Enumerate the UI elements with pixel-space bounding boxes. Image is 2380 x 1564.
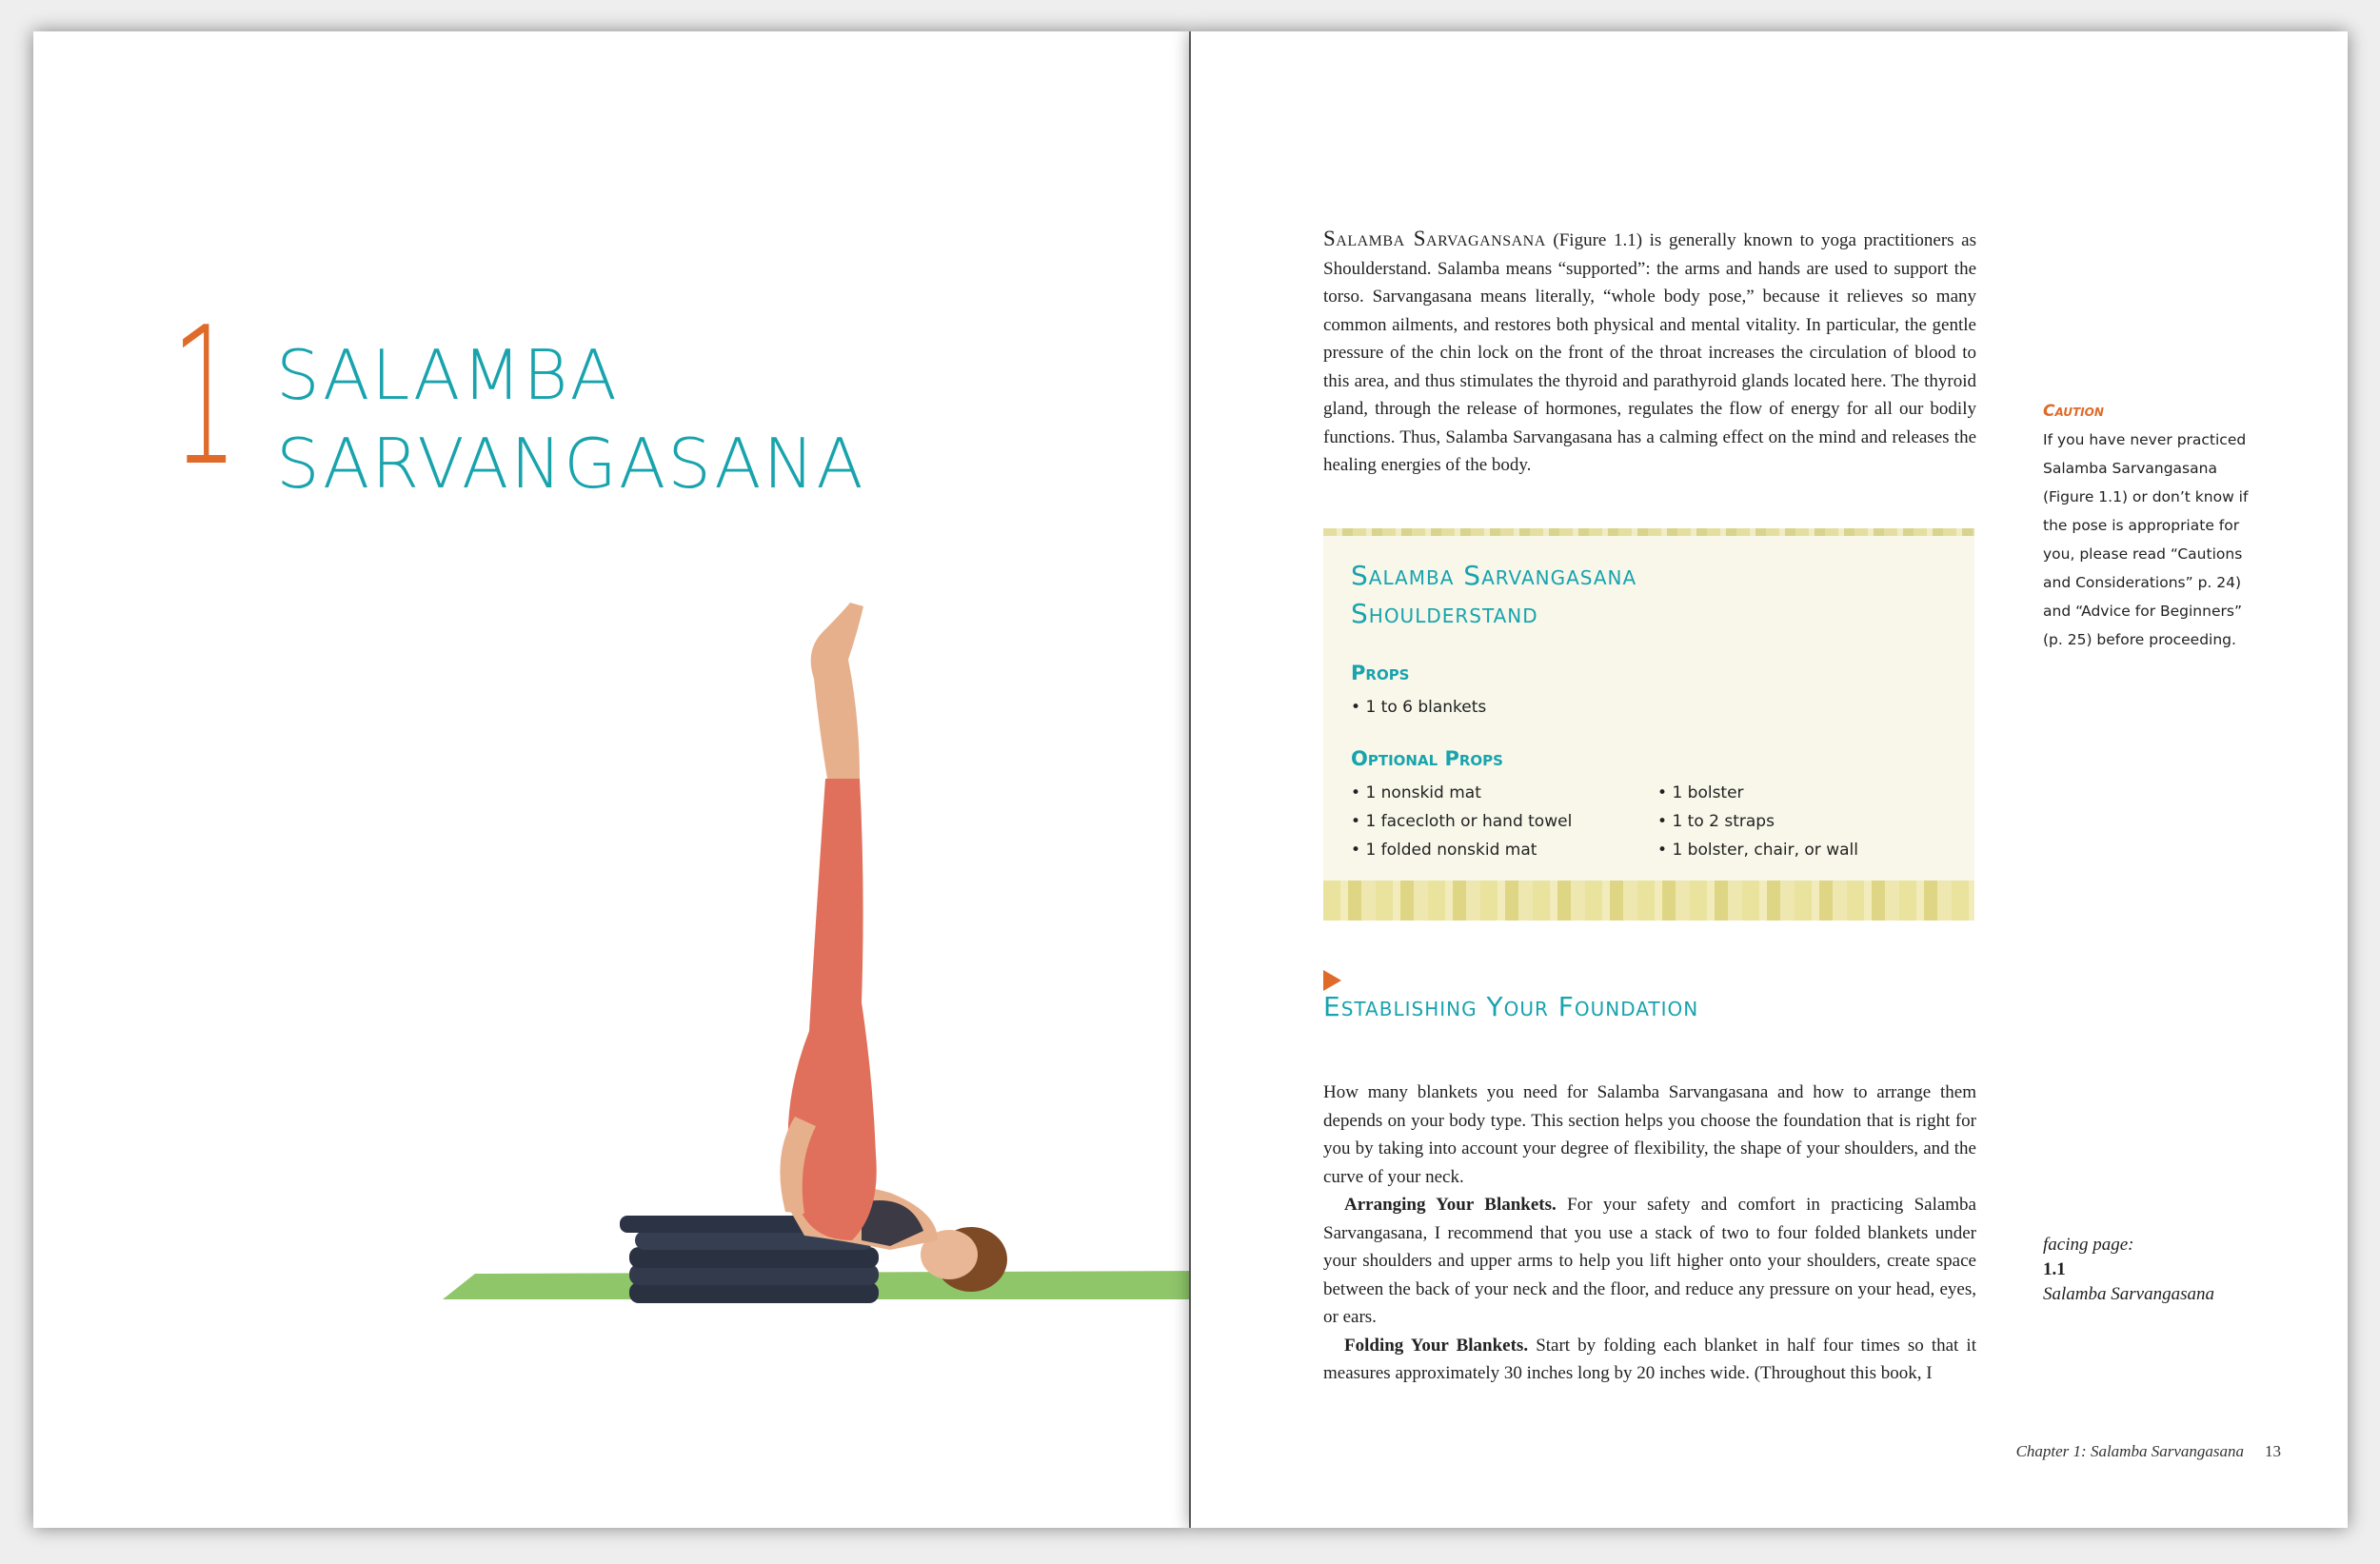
box-title-line-1: Salamba Sarvangasana — [1351, 560, 1637, 591]
list-item: • 1 folded nonskid mat — [1351, 836, 1572, 864]
feet — [811, 603, 863, 779]
figure-caption — [2043, 1233, 2271, 1307]
caption-label: facing page: — [2043, 1235, 2134, 1255]
chapter-title-line-1: SALAMBA — [276, 335, 619, 415]
list-item: • 1 facecloth or hand towel — [1351, 807, 1572, 836]
box-bottom-band — [1323, 881, 1974, 921]
section-heading: Establishing Your Foundation — [1323, 991, 1699, 1022]
section-paragraph-2 — [1323, 1191, 1976, 1332]
paragraph-2-text: For your safety and comfort in practicing Salamba Sarvangasana, I recommend that you use a stack of two to four folded blankets under your shoulders and upper arms to help you lift higher onto your shoulders, create space between the back of your neck and the floor, and reduce any pressure on your head, eyes, or ears. — [1323, 1195, 1976, 1327]
list-item: • 1 nonskid mat — [1351, 779, 1572, 807]
list-item: • 1 bolster, chair, or wall — [1657, 836, 1858, 864]
intro-lead: Salamba Sarvagansana — [1323, 227, 1546, 250]
optional-props-col-1 — [1351, 779, 1572, 864]
chapter-title-line-2: SARVANGASANA — [276, 424, 865, 504]
list-item: • 1 to 6 blankets — [1351, 693, 1486, 722]
left-page — [33, 31, 1190, 1528]
caption-title: Salamba Sarvangasana — [2043, 1284, 2214, 1304]
section-paragraph-1: How many blankets you need for Salamba Sarvangasana and how to arrange them depends on your body type. This section helps you choose the foundation that is right for you by taking into account your degree of flexibility, the shape of your shoulders, and the curve of your neck. — [1323, 1082, 1976, 1187]
props-list — [1351, 693, 1486, 722]
intro-paragraph — [1323, 225, 1976, 480]
section-paragraph-3 — [1323, 1332, 1976, 1388]
caption-number: 1.1 — [2043, 1259, 2066, 1279]
chapter-number: 1 — [171, 287, 238, 508]
optional-props-heading: Optional Props — [1351, 747, 1503, 770]
box-title — [1351, 557, 1636, 633]
optional-props-col-2 — [1657, 779, 1858, 864]
running-head: Chapter 1: Salamba Sarvangasana — [2015, 1442, 2244, 1460]
right-page — [1191, 31, 2348, 1528]
section-arrow-icon — [1323, 970, 1341, 991]
chapter-title — [276, 331, 865, 508]
section-body — [1323, 1079, 1976, 1388]
props-heading: Props — [1351, 662, 1410, 684]
paragraph-3-text: Start by folding each blanket in half four times so that it measures approximately 30 inches long by 20 inches wide. (Throughout this book, I — [1323, 1335, 1976, 1383]
intro-text: (Figure 1.1) is generally known to yoga practitioners as Shoulderstand. Salamba means “supported”: the arms and hands are used to support the torso. Sarvangasana means literally, “whole body pose,” because it relieves so many common ailments, and restores both physical and mental vitality. In particular, the gentle pressure of the chin lock on the front of the throat increases the circulation of blood to this area, and thus stimulates the thyroid and parathyroid glands located here. The thyroid gland, through the release of hormones, regulates the flow of energy for all our bodily functions. Thus, Salamba Sarvangasana has a calming effect on the mind and releases the healing energies of the body. — [1323, 230, 1976, 475]
pose-info-box — [1323, 528, 1974, 921]
caution-heading: Caution — [2043, 402, 2104, 421]
list-item: • 1 bolster — [1657, 779, 1858, 807]
list-item: • 1 to 2 straps — [1657, 807, 1858, 836]
page-number: 13 — [2265, 1442, 2281, 1460]
paragraph-3-lead: Folding Your Blankets. — [1344, 1335, 1529, 1356]
box-top-band — [1323, 528, 1974, 536]
shoulderstand-photo — [443, 584, 1219, 1326]
caution-sidebar — [2043, 397, 2262, 654]
paragraph-2-lead: Arranging Your Blankets. — [1344, 1195, 1557, 1215]
box-title-line-2: Shoulderstand — [1351, 598, 1538, 629]
page-footer — [1857, 1442, 2281, 1461]
caution-text: If you have never practiced Salamba Sarvangasana (Figure 1.1) or don’t know if the pose is appropriate for you, please read “Cautions and Considerations” p. 24) and “Advice for Beginners” (p. 25) before proceeding. — [2043, 431, 2249, 648]
